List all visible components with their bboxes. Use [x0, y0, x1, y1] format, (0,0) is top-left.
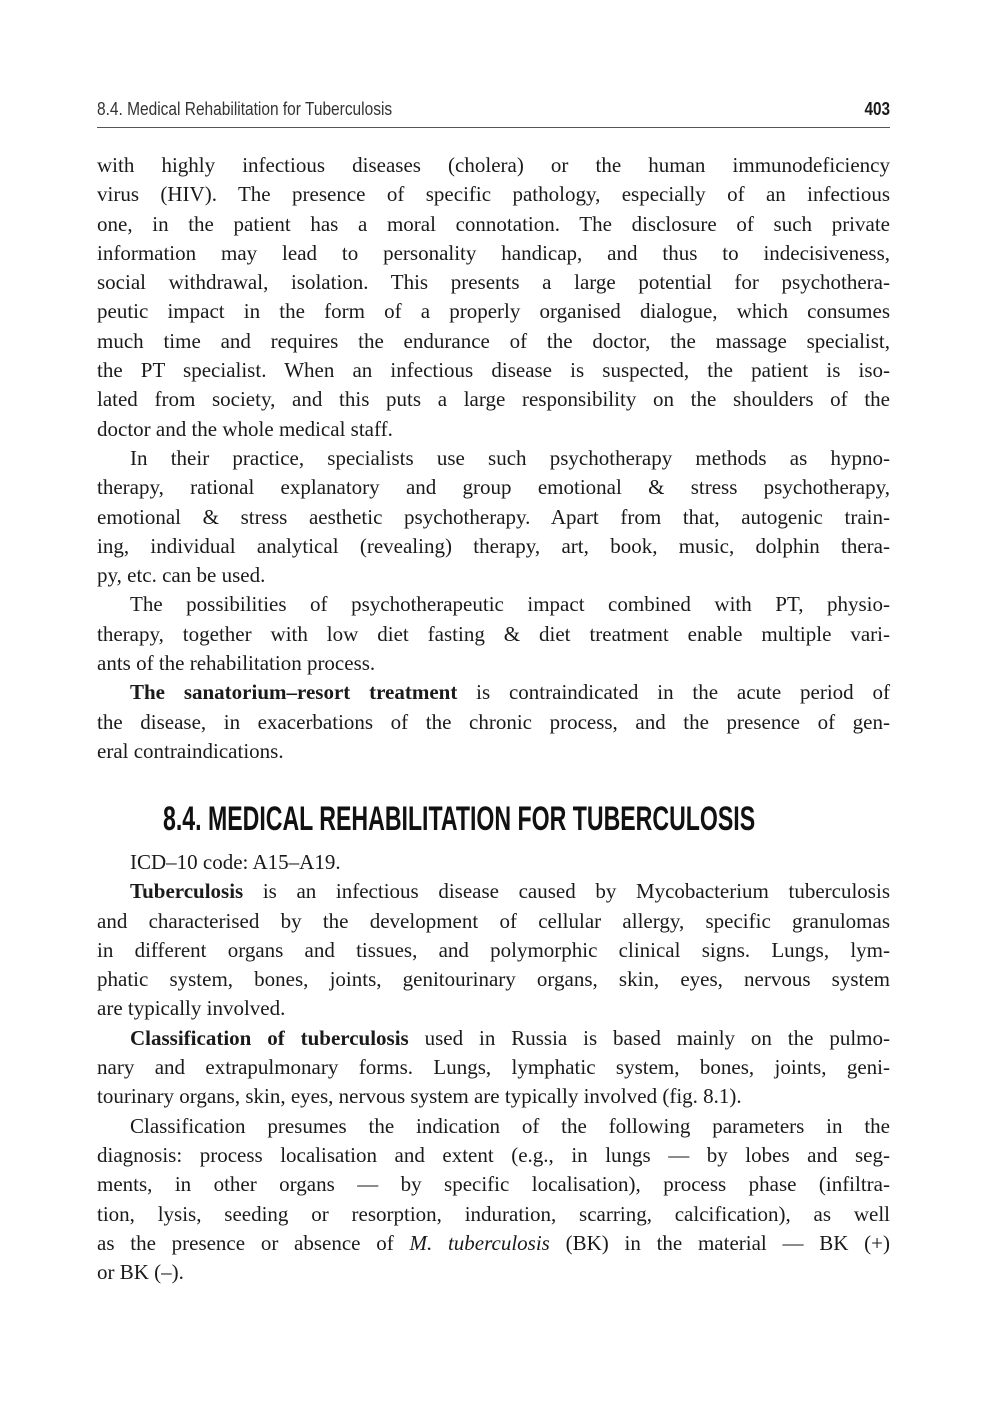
text-run: In their practice, specialists use such psychotherapy methods as hypno-: [130, 445, 890, 470]
text-run: one, in the patient has a moral connotation. The disclosure of such private: [97, 211, 890, 236]
text-line: [97, 151, 890, 180]
text-run: as the presence or absence of: [97, 1230, 410, 1255]
text-run: diagnosis: process localisation and extent (e.g., in lungs — by lobes and seg-: [97, 1142, 890, 1167]
text-run: is an infectious disease caused by Mycobacterium tuberculosis: [243, 879, 890, 904]
text-line: [97, 678, 890, 707]
running-header: [97, 99, 890, 125]
paragraph: [97, 877, 890, 1023]
text-line: [97, 649, 890, 678]
text-line: [97, 180, 890, 209]
text-line: [97, 473, 890, 502]
text-line: [97, 848, 890, 877]
paragraph: [97, 848, 890, 877]
text-run: eral contraindications.: [97, 738, 284, 763]
text-line: [97, 532, 890, 561]
text-line: [97, 907, 890, 936]
text-run: Classification presumes the indication of the following parameters in the: [130, 1113, 890, 1138]
text-line: [97, 268, 890, 297]
text-run: therapy, together with low diet fasting & diet treatment enable multiple vari-: [97, 621, 890, 646]
text-line: [97, 590, 890, 619]
text-run: the disease, in exacerbations of the chronic process, and the presence of gen-: [97, 709, 890, 734]
paragraph: [97, 1112, 890, 1288]
text-run: the PT specialist. When an infectious disease is suspected, the patient is iso-: [97, 358, 890, 383]
text-line: [97, 877, 890, 906]
text-line: [97, 1170, 890, 1199]
text-run: ants of the rehabilitation process.: [97, 651, 376, 676]
text-line: [97, 1082, 890, 1111]
paragraph: [97, 678, 890, 766]
text-line: [97, 737, 890, 766]
text-line: [97, 708, 890, 737]
text-run: phatic system, bones, joints, genitourinary organs, skin, eyes, nervous system: [97, 967, 890, 992]
text-run: and characterised by the development of cellular allergy, specific granulomas: [97, 908, 890, 933]
text-run: information may lead to personality handicap, and thus to indecisiveness,: [97, 240, 890, 265]
body-text-section: [97, 848, 890, 1287]
paragraph: [97, 590, 890, 678]
italic-term: M. tuberculosis: [409, 1230, 550, 1255]
text-run: much time and requires the endurance of the doctor, the massage specialist,: [97, 328, 890, 353]
text-line: [97, 1141, 890, 1170]
header-rule: [97, 127, 890, 128]
text-line: [97, 1258, 890, 1287]
text-run: therapy, rational explanatory and group emotional & stress psychotherapy,: [97, 475, 890, 500]
running-title: 8.4. Medical Rehabilitation for Tuberculosis: [97, 99, 393, 119]
text-line: [97, 210, 890, 239]
section-heading: 8.4. MEDICAL REHABILITATION FOR TUBERCULOSIS: [163, 800, 756, 838]
text-run: tion, lysis, seeding or resorption, induration, scarring, calcification), as well: [97, 1201, 890, 1226]
text-run: with highly infectious diseases (cholera) or the human immunodeficiency: [97, 153, 890, 177]
bold-term: Classification of tuberculosis: [130, 1025, 409, 1050]
body-text-top: [97, 151, 890, 766]
text-run: in different organs and tissues, and polymorphic clinical signs. Lungs, lym-: [97, 937, 890, 962]
text-run: lated from society, and this puts a large responsibility on the shoulders of the: [97, 387, 890, 412]
text-run: is contraindicated in the acute period of: [457, 680, 890, 705]
paragraph: [97, 1024, 890, 1112]
text-line: [97, 620, 890, 649]
text-run: (BK) in the material — BK (+): [549, 1230, 890, 1255]
text-line: [97, 239, 890, 268]
text-run: py, etc. can be used.: [97, 563, 266, 588]
text-run: social withdrawal, isolation. This presents a large potential for psychothera-: [97, 270, 890, 295]
text-run: or BK (–).: [97, 1260, 184, 1285]
bold-term: Tuberculosis: [130, 879, 244, 904]
text-line: [97, 356, 890, 385]
text-line: [97, 385, 890, 414]
text-line: [97, 936, 890, 965]
page-number: 403: [864, 99, 890, 119]
text-line: [97, 1112, 890, 1141]
text-line: [97, 1024, 890, 1053]
bold-term: The sanatorium–resort treatment: [130, 680, 458, 705]
text-line: [97, 415, 890, 444]
paragraph: [97, 151, 890, 444]
text-run: tourinary organs, skin, eyes, nervous system are typically involved (fig. 8.1).: [97, 1084, 742, 1109]
paragraph: [97, 444, 890, 590]
text-line: [97, 1229, 890, 1258]
text-line: [97, 327, 890, 356]
text-run: nary and extrapulmonary forms. Lungs, lymphatic system, bones, joints, geni-: [97, 1055, 890, 1080]
text-line: [97, 1053, 890, 1082]
text-run: doctor and the whole medical staff.: [97, 416, 393, 441]
text-run: used in Russia is based mainly on the pulmo-: [408, 1025, 890, 1050]
text-line: [97, 561, 890, 590]
text-run: ing, individual analytical (revealing) therapy, art, book, music, dolphin thera-: [97, 533, 890, 558]
text-line: [97, 965, 890, 994]
text-line: [97, 444, 890, 473]
text-line: [97, 994, 890, 1023]
text-run: ICD–10 code: A15–A19.: [130, 850, 341, 874]
text-run: emotional & stress aesthetic psychotherapy. Apart from that, autogenic train-: [97, 504, 890, 529]
text-run: peutic impact in the form of a properly organised dialogue, which consumes: [97, 299, 890, 324]
text-run: are typically involved.: [97, 996, 286, 1021]
text-line: [97, 297, 890, 326]
text-run: The possibilities of psychotherapeutic impact combined with PT, physio-: [130, 592, 890, 617]
text-line: [97, 503, 890, 532]
text-run: virus (HIV). The presence of specific pathology, especially of an infectious: [97, 182, 890, 207]
text-run: ments, in other organs — by specific localisation), process phase (infiltra-: [97, 1172, 890, 1197]
text-line: [97, 1200, 890, 1229]
